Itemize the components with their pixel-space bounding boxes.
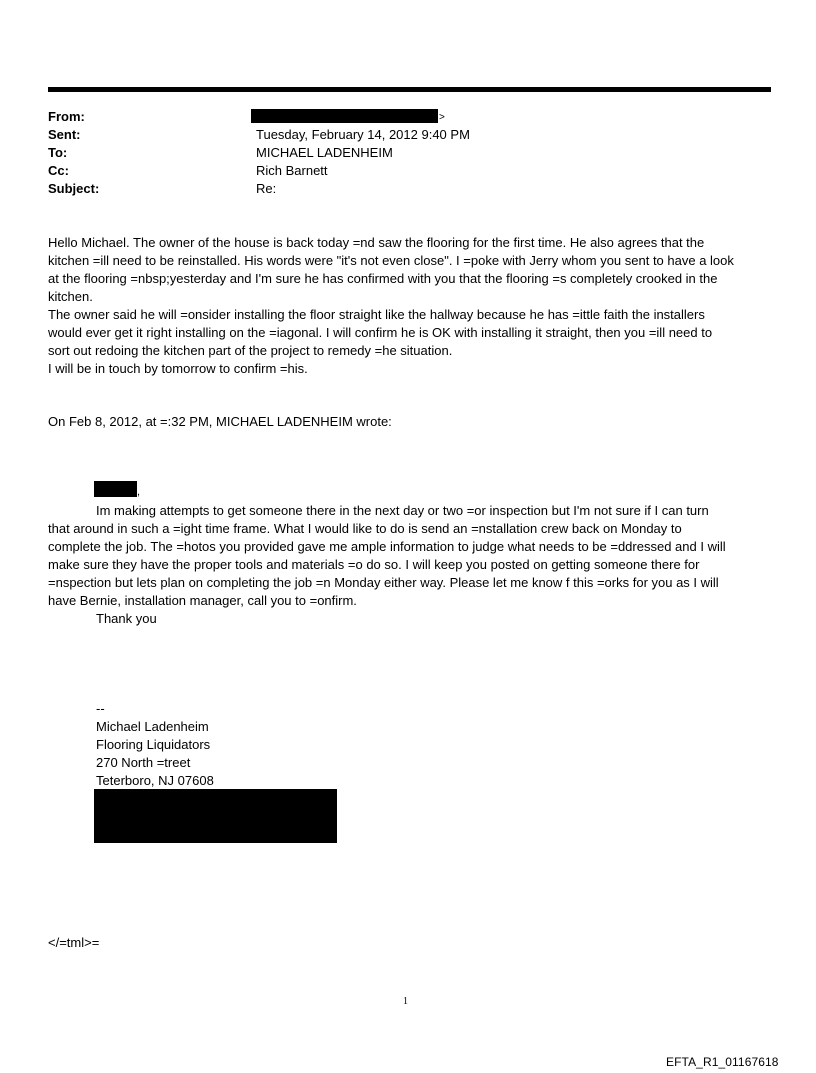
header-divider-rule <box>48 87 771 92</box>
sent-value: Tuesday, February 14, 2012 9:40 PM <box>256 127 470 142</box>
page-number: 1 <box>403 996 408 1007</box>
cc-label: Cc: <box>48 163 69 178</box>
quote-intro: On Feb 8, 2012, at =:32 PM, MICHAEL LADENHEIM wrote: <box>48 414 392 429</box>
signature-redaction <box>94 789 337 843</box>
salutation-trailing-comma: , <box>137 486 141 498</box>
quoted-line: that around in such a =ight time frame. What I would like to do is send an =nstallation crew back on Monday to <box>48 521 682 536</box>
signature-name: Michael Ladenheim <box>96 719 209 734</box>
reply-line: Hello Michael. The owner of the house is back today =nd saw the flooring for the first time. He also agrees that the <box>48 235 705 250</box>
quoted-line: make sure they have the proper tools and materials =o do so. I will keep you posted on getting someone there for <box>48 557 700 572</box>
subject-value: Re: <box>256 181 277 196</box>
reply-line: I will be in touch by tomorrow to confirm =his. <box>48 361 308 376</box>
quoted-line: complete the job. The =hotos you provided gave me ample information to judge what needs to be =ddressed and I will <box>48 539 726 554</box>
reply-line: would ever get it right installing on the =iagonal. I will confirm he is OK with installing it straight, then you =ill need to <box>48 325 713 340</box>
sent-label: Sent: <box>48 127 81 142</box>
reply-line: The owner said he will =onsider installing the floor straight like the hallway because he has =ittle faith the installers <box>48 307 705 322</box>
cc-value: Rich Barnett <box>256 163 328 178</box>
to-value: MICHAEL LADENHEIM <box>256 145 393 160</box>
signature-company: Flooring Liquidators <box>96 737 211 752</box>
reply-line: kitchen =ill need to be reinstalled. His words were "it's not even close". I =poke with Jerry whom you sent to have a look <box>48 253 734 268</box>
from-label: From: <box>48 109 85 124</box>
bates-number: EFTA_R1_01167618 <box>666 1055 779 1069</box>
from-trailing-char: > <box>439 112 445 123</box>
subject-label: Subject: <box>48 181 100 196</box>
signature-separator: -- <box>96 701 105 716</box>
quoted-line: =nspection but lets plan on completing the job =n Monday either way. Please let me know f this =orks for you as I will <box>48 575 719 590</box>
salutation-redaction <box>94 481 137 497</box>
quoted-line: have Bernie, installation manager, call you to =onfirm. <box>48 593 357 608</box>
reply-line: at the flooring =nbsp;yesterday and I'm sure he has confirmed with you that the flooring =s completely crooked in the <box>48 271 718 286</box>
reply-line: sort out redoing the kitchen part of the project to remedy =he situation. <box>48 343 453 358</box>
trailing-markup: </=tml>= <box>48 935 100 950</box>
quoted-line: Im making attempts to get someone there in the next day or two =or inspection but I'm not sure if I can turn <box>96 503 709 518</box>
signature-street: 270 North =treet <box>96 755 191 770</box>
from-redaction <box>251 109 438 123</box>
to-label: To: <box>48 145 68 160</box>
signature-city: Teterboro, NJ 07608 <box>96 773 214 788</box>
thank-you-line: Thank you <box>96 611 157 626</box>
reply-line: kitchen. <box>48 289 93 304</box>
